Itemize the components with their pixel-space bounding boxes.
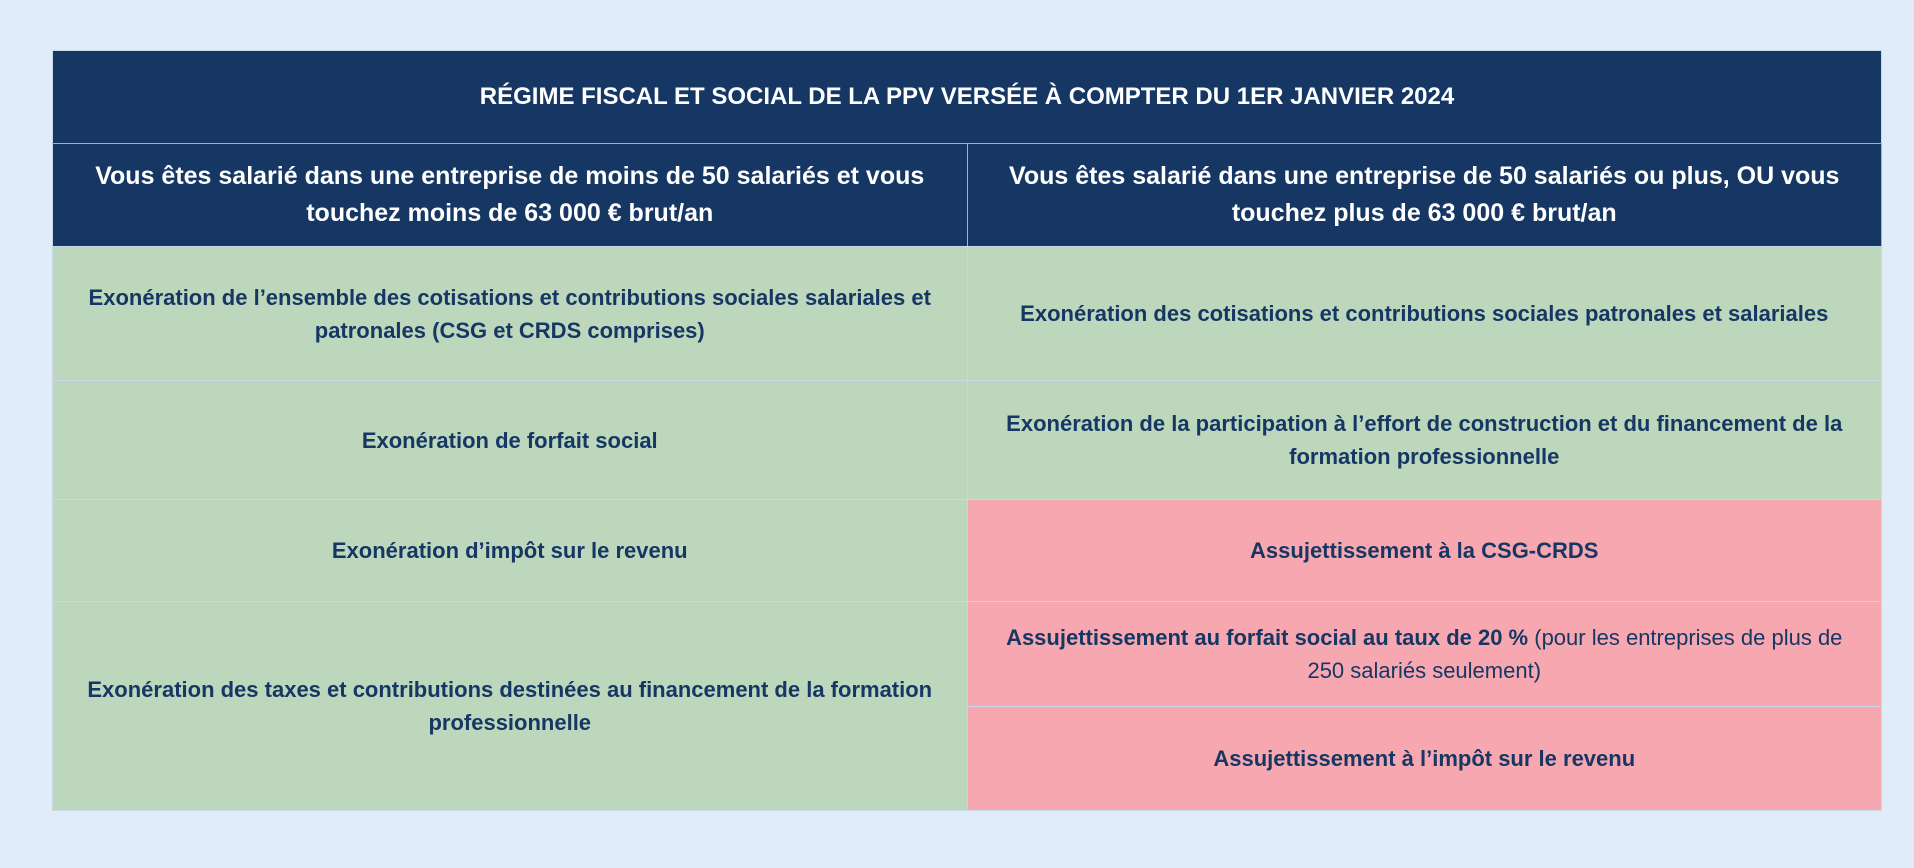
cell-exoneration-forfait-social: Exonération de forfait social: [53, 381, 968, 500]
table-row: [53, 381, 1882, 500]
cell-assujettissement-forfait-social: [967, 602, 1882, 707]
cell-assujettissement-csg-crds: Assujettissement à la CSG-CRDS: [967, 500, 1882, 602]
header-small-company: Vous êtes salarié dans une entreprise de moins de 50 salariés et vous touchez moins de 63 000 € brut/an: [53, 144, 968, 247]
forfait-social-rate-text: Assujettissement au forfait social au taux de 20 %: [1006, 625, 1529, 650]
table-title: RÉGIME FISCAL ET SOCIAL DE LA PPV VERSÉE À COMPTER DU 1ER JANVIER 2024: [53, 51, 1882, 144]
table-row: [53, 247, 1882, 381]
table-row: [53, 602, 1882, 707]
cell-exoneration-taxes-formation: Exonération des taxes et contributions destinées au financement de la formation professionnelle: [53, 602, 968, 811]
cell-exoneration-cotisations-ensemble: Exonération de l’ensemble des cotisations et contributions sociales salariales et patronales (CSG et CRDS comprises): [53, 247, 968, 381]
table-row: [53, 500, 1882, 602]
header-large-company: Vous êtes salarié dans une entreprise de 50 salariés ou plus, OU vous touchez plus de 63 000 € brut/an: [967, 144, 1882, 247]
cell-exoneration-impot-revenu: Exonération d’impôt sur le revenu: [53, 500, 968, 602]
table-header-row: [53, 144, 1882, 247]
cell-exoneration-participation-construction: Exonération de la participation à l’effort de construction et du financement de la formation professionnelle: [967, 381, 1882, 500]
ppv-regime-table: [52, 50, 1882, 811]
ppv-regime-table-container: [52, 50, 1882, 811]
table-title-row: [53, 51, 1882, 144]
cell-assujettissement-impot-revenu: Assujettissement à l’impôt sur le revenu: [967, 707, 1882, 811]
cell-exoneration-cotisations-patronales: Exonération des cotisations et contributions sociales patronales et salariales: [967, 247, 1882, 381]
forfait-social-condition-text: (pour les entreprises de plus de 250 salariés seulement): [1307, 625, 1843, 683]
